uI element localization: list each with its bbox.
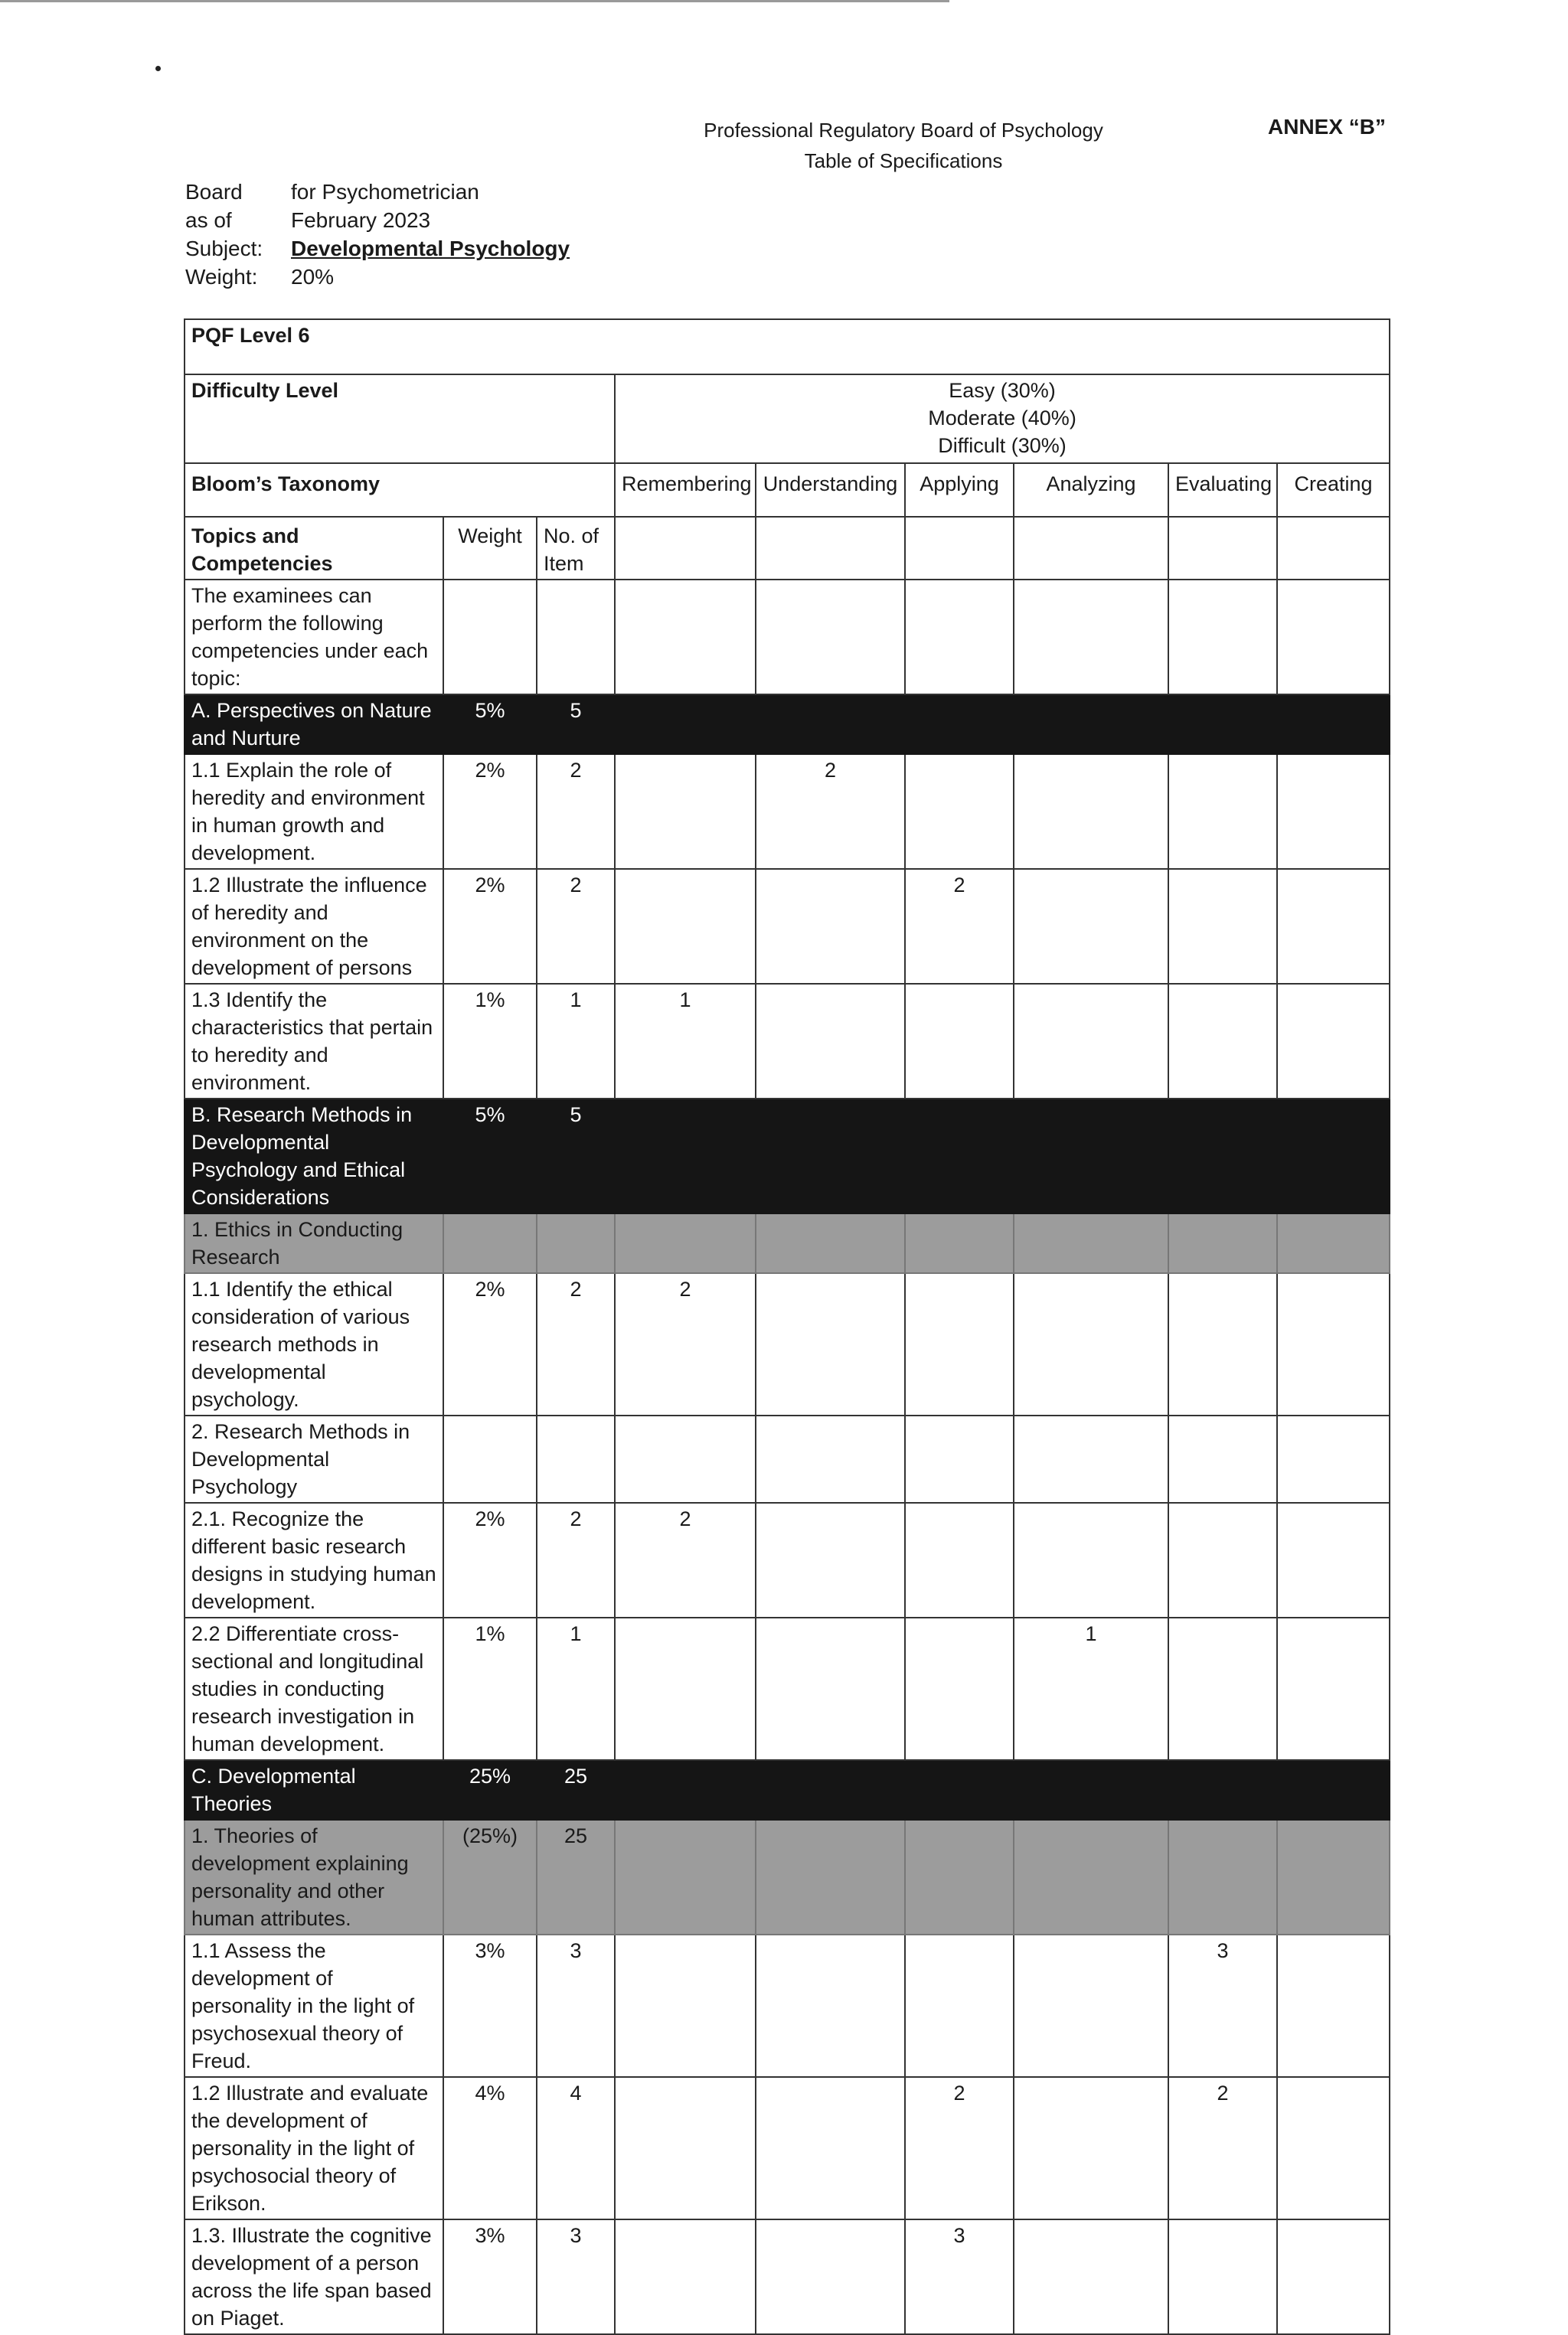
meta-weight: [185, 263, 570, 291]
cell-creating: [1277, 1273, 1390, 1416]
cell-creating: [1277, 1618, 1390, 1760]
cell-applying: 2: [905, 2077, 1014, 2219]
cell-remembering: [615, 754, 756, 869]
cell-evaluating: [1168, 1416, 1277, 1503]
cell-remembering: [615, 1760, 756, 1820]
col-items: No. of Item: [537, 517, 615, 580]
specifications-table: [184, 318, 1390, 2335]
empty-cell: [1277, 580, 1390, 694]
cell-remembering: [615, 694, 756, 754]
weight-cell: 2%: [443, 1273, 537, 1416]
item-count-cell: 1: [537, 984, 615, 1099]
cell-evaluating: [1168, 754, 1277, 869]
cell-evaluating: [1168, 1099, 1277, 1213]
item-count-cell: 25: [537, 1760, 615, 1820]
item-count-cell: 3: [537, 2219, 615, 2334]
bloom-analyzing: Analyzing: [1014, 463, 1168, 517]
cell-remembering: [615, 2077, 756, 2219]
cell-creating: [1277, 1760, 1390, 1820]
cell-evaluating: [1168, 984, 1277, 1099]
cell-applying: [905, 1820, 1014, 1935]
bloom-understanding: Understanding: [756, 463, 905, 517]
cell-understanding: [756, 869, 905, 984]
item-count-cell: 3: [537, 1935, 615, 2077]
scan-edge-line: [0, 0, 949, 2]
cell-analyzing: [1014, 1935, 1168, 2077]
pqf-level: PQF Level 6: [185, 319, 1390, 374]
cell-analyzing: [1014, 2219, 1168, 2334]
cell-applying: [905, 694, 1014, 754]
cell-understanding: [756, 1416, 905, 1503]
document-title: Table of Specifications: [804, 149, 1003, 172]
competency-row: [185, 1273, 1390, 1416]
item-count-cell: 1: [537, 1618, 615, 1760]
empty-cell: [905, 580, 1014, 694]
weight-cell: (25%): [443, 1820, 537, 1935]
board-name: Professional Regulatory Board of Psychology: [704, 119, 1103, 142]
cell-creating: [1277, 2219, 1390, 2334]
cell-evaluating: [1168, 1213, 1277, 1273]
cell-understanding: [756, 1273, 905, 1416]
cell-applying: [905, 1760, 1014, 1820]
topic-cell: 1.2 Illustrate the influence of heredity and environment on the development of persons: [185, 869, 443, 984]
cell-remembering: [615, 1935, 756, 2077]
cell-applying: [905, 1416, 1014, 1503]
cell-applying: [905, 1503, 1014, 1618]
cell-analyzing: [1014, 1820, 1168, 1935]
item-count-cell: 2: [537, 869, 615, 984]
bloom-row: [185, 463, 1390, 517]
topic-cell: 1. Ethics in Conducting Research: [185, 1213, 443, 1273]
cell-analyzing: [1014, 1213, 1168, 1273]
cell-creating: [1277, 2077, 1390, 2219]
empty-cell: [615, 517, 756, 580]
weight-cell: [443, 1416, 537, 1503]
weight-cell: 1%: [443, 1618, 537, 1760]
cell-creating: [1277, 694, 1390, 754]
column-header-row: [185, 517, 1390, 580]
item-count-cell: 5: [537, 1099, 615, 1213]
competency-row: [185, 1618, 1390, 1760]
cell-analyzing: [1014, 1503, 1168, 1618]
topic-cell: 2.2 Differentiate cross-sectional and longitudinal studies in conducting research investigation in human development.: [185, 1618, 443, 1760]
cell-creating: [1277, 1503, 1390, 1618]
meta-label: as of: [185, 208, 232, 232]
topic-cell: 1.3. Illustrate the cognitive development of a person across the life span based on Piaget.: [185, 2219, 443, 2334]
competency-row: [185, 869, 1390, 984]
cell-creating: [1277, 1213, 1390, 1273]
cell-remembering: [615, 1099, 756, 1213]
cell-remembering: 1: [615, 984, 756, 1099]
subsection-row: [185, 1213, 1390, 1273]
intro-row: [185, 580, 1390, 694]
competency-row: [185, 754, 1390, 869]
cell-analyzing: [1014, 869, 1168, 984]
cell-remembering: [615, 1213, 756, 1273]
cell-applying: [905, 984, 1014, 1099]
document-header: [674, 115, 1133, 176]
meta-label: Board: [185, 180, 243, 204]
cell-evaluating: [1168, 694, 1277, 754]
topic-cell: C. Developmental Theories: [185, 1760, 443, 1820]
cell-understanding: [756, 1503, 905, 1618]
weight-cell: 3%: [443, 2219, 537, 2334]
meta-label: Weight:: [185, 265, 258, 289]
cell-analyzing: [1014, 2077, 1168, 2219]
topic-cell: 2.1. Recognize the different basic research designs in studying human development.: [185, 1503, 443, 1618]
section-row: [185, 694, 1390, 754]
empty-cell: [1014, 580, 1168, 694]
topic-cell: B. Research Methods in Developmental Psychology and Ethical Considerations: [185, 1099, 443, 1213]
cell-analyzing: [1014, 984, 1168, 1099]
empty-cell: [443, 580, 537, 694]
meta-value: February 2023: [291, 208, 431, 232]
empty-cell: [1014, 517, 1168, 580]
meta-subject: [185, 234, 570, 263]
cell-understanding: [756, 1213, 905, 1273]
bloom-remembering: Remembering: [615, 463, 756, 517]
cell-analyzing: [1014, 694, 1168, 754]
cell-remembering: [615, 2219, 756, 2334]
competency-row: [185, 1503, 1390, 1618]
cell-understanding: 2: [756, 754, 905, 869]
meta-board: [185, 178, 570, 206]
weight-cell: 5%: [443, 694, 537, 754]
cell-remembering: [615, 1820, 756, 1935]
item-count-cell: 5: [537, 694, 615, 754]
difficulty-distribution: [615, 374, 1390, 463]
bloom-applying: Applying: [905, 463, 1014, 517]
bloom-evaluating: Evaluating: [1168, 463, 1277, 517]
cell-understanding: [756, 2077, 905, 2219]
col-topics: Topics and Competencies: [185, 517, 443, 580]
cell-creating: [1277, 869, 1390, 984]
competency-row: [185, 984, 1390, 1099]
cell-evaluating: 3: [1168, 1935, 1277, 2077]
meta-value: Developmental Psychology: [291, 237, 570, 260]
empty-cell: [756, 580, 905, 694]
empty-cell: [1168, 580, 1277, 694]
cell-evaluating: [1168, 1503, 1277, 1618]
topic-cell: 2. Research Methods in Developmental Psychology: [185, 1416, 443, 1503]
empty-cell: [537, 580, 615, 694]
cell-understanding: [756, 694, 905, 754]
weight-cell: 2%: [443, 869, 537, 984]
weight-cell: 5%: [443, 1099, 537, 1213]
weight-cell: 4%: [443, 2077, 537, 2219]
item-count-cell: 2: [537, 754, 615, 869]
competency-row: [185, 2077, 1390, 2219]
bloom-creating: Creating: [1277, 463, 1390, 517]
cell-applying: 2: [905, 869, 1014, 984]
meta-date: [185, 206, 570, 234]
cell-remembering: [615, 1618, 756, 1760]
cell-understanding: [756, 1760, 905, 1820]
empty-cell: [756, 517, 905, 580]
cell-creating: [1277, 754, 1390, 869]
cell-evaluating: [1168, 1820, 1277, 1935]
cell-understanding: [756, 1935, 905, 2077]
item-count-cell: 4: [537, 2077, 615, 2219]
weight-cell: [443, 1213, 537, 1273]
weight-cell: 3%: [443, 1935, 537, 2077]
difficulty-difficult: Difficult (30%): [938, 434, 1067, 457]
cell-evaluating: [1168, 869, 1277, 984]
cell-remembering: [615, 1416, 756, 1503]
difficulty-row: [185, 374, 1390, 463]
cell-evaluating: [1168, 1273, 1277, 1416]
weight-cell: 2%: [443, 1503, 537, 1618]
cell-creating: [1277, 1820, 1390, 1935]
competency-row: [185, 1416, 1390, 1503]
cell-understanding: [756, 2219, 905, 2334]
col-weight: Weight: [443, 517, 537, 580]
competency-row: [185, 2219, 1390, 2334]
cell-understanding: [756, 984, 905, 1099]
empty-cell: [1168, 517, 1277, 580]
subsection-row: [185, 1820, 1390, 1935]
topic-cell: 1.1 Identify the ethical consideration of various research methods in developmental psychology.: [185, 1273, 443, 1416]
exam-meta: [185, 178, 570, 291]
scan-speck: [155, 66, 161, 71]
cell-applying: [905, 1618, 1014, 1760]
competency-row: [185, 1935, 1390, 2077]
cell-understanding: [756, 1618, 905, 1760]
topic-cell: 1. Theories of development explaining personality and other human attributes.: [185, 1820, 443, 1935]
pqf-row: [185, 319, 1390, 374]
weight-cell: 25%: [443, 1760, 537, 1820]
cell-evaluating: [1168, 2219, 1277, 2334]
topic-cell: 1.1 Explain the role of heredity and environment in human growth and development.: [185, 754, 443, 869]
cell-remembering: 2: [615, 1273, 756, 1416]
section-row: [185, 1760, 1390, 1820]
cell-analyzing: 1: [1014, 1618, 1168, 1760]
intro-text: The examinees can perform the following competencies under each topic:: [185, 580, 443, 694]
meta-value: for Psychometrician: [291, 180, 479, 204]
cell-creating: [1277, 984, 1390, 1099]
cell-creating: [1277, 1416, 1390, 1503]
meta-label: Subject:: [185, 237, 263, 260]
cell-creating: [1277, 1935, 1390, 2077]
cell-applying: [905, 1273, 1014, 1416]
bloom-label: Bloom’s Taxonomy: [185, 463, 615, 517]
cell-analyzing: [1014, 1099, 1168, 1213]
item-count-cell: [537, 1213, 615, 1273]
topic-cell: A. Perspectives on Nature and Nurture: [185, 694, 443, 754]
cell-evaluating: 2: [1168, 2077, 1277, 2219]
difficulty-label: Difficulty Level: [185, 374, 615, 463]
cell-understanding: [756, 1820, 905, 1935]
cell-analyzing: [1014, 1416, 1168, 1503]
cell-remembering: [615, 869, 756, 984]
item-count-cell: 2: [537, 1503, 615, 1618]
difficulty-easy: Easy (30%): [949, 379, 1056, 402]
cell-analyzing: [1014, 754, 1168, 869]
cell-applying: [905, 1213, 1014, 1273]
cell-evaluating: [1168, 1760, 1277, 1820]
topic-cell: 1.1 Assess the development of personality in the light of psychosexual theory of Freud.: [185, 1935, 443, 2077]
weight-cell: 2%: [443, 754, 537, 869]
cell-analyzing: [1014, 1273, 1168, 1416]
empty-cell: [1277, 517, 1390, 580]
cell-applying: [905, 1099, 1014, 1213]
item-count-cell: 2: [537, 1273, 615, 1416]
annex-label: ANNEX “B”: [1268, 115, 1387, 139]
cell-analyzing: [1014, 1760, 1168, 1820]
cell-creating: [1277, 1099, 1390, 1213]
difficulty-moderate: Moderate (40%): [928, 407, 1076, 429]
weight-cell: 1%: [443, 984, 537, 1099]
cell-applying: [905, 754, 1014, 869]
cell-evaluating: [1168, 1618, 1277, 1760]
cell-applying: 3: [905, 2219, 1014, 2334]
empty-cell: [615, 580, 756, 694]
empty-cell: [905, 517, 1014, 580]
item-count-cell: [537, 1416, 615, 1503]
cell-applying: [905, 1935, 1014, 2077]
cell-remembering: 2: [615, 1503, 756, 1618]
topic-cell: 1.2 Illustrate and evaluate the development of personality in the light of psychosocial theory of Erikson.: [185, 2077, 443, 2219]
meta-value: 20%: [291, 265, 335, 289]
topic-cell: 1.3 Identify the characteristics that pertain to heredity and environment.: [185, 984, 443, 1099]
cell-understanding: [756, 1099, 905, 1213]
item-count-cell: 25: [537, 1820, 615, 1935]
section-row: [185, 1099, 1390, 1213]
